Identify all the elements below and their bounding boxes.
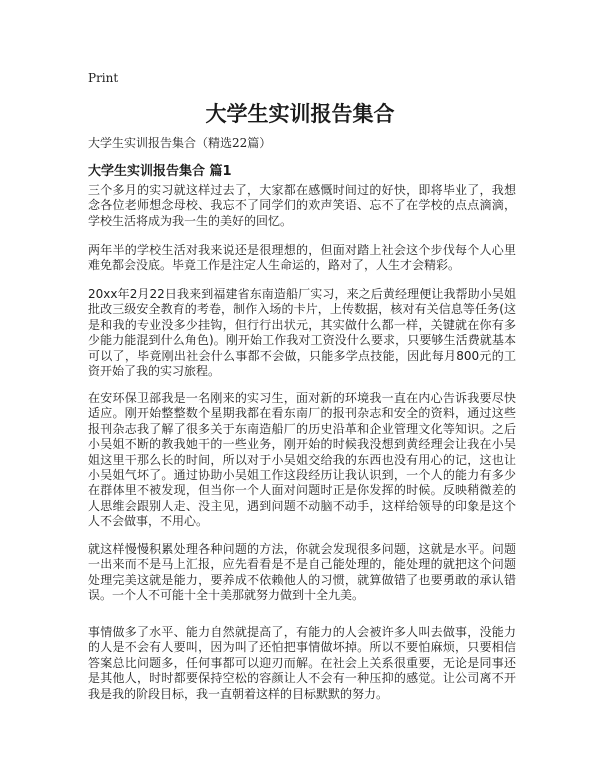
section-heading: 大学生实训报告集合 篇1: [88, 164, 232, 179]
page-title: 大学生实训报告集合: [205, 102, 395, 126]
document-subtitle: 大学生实训报告集合（精选22篇）: [88, 136, 272, 150]
paragraph: 就这样慢慢积累处理各种问题的方法，你就会发现很多问题，这就是水平。问题一出来而不是马上汇报，应先看看是不是自己能处理的，能处理的就把这个问题处理完美这就是能力，要养成不依赖他人的习惯，就算做错了也要勇敢的承认错误。一个人不可能十全十美那就努力做到十全九美。: [88, 542, 516, 603]
print-link[interactable]: Print: [88, 71, 119, 85]
paragraph: 两年半的学校生活对我来说还是很理想的，但面对踏上社会这个步伐每个人心里难免都会没底。毕竟工作是注定人生命运的，路对了，人生才会精彩。: [88, 243, 516, 273]
paragraph: 事情做多了水平、能力自然就提高了，有能力的人会被许多人叫去做事，没能力的人是不会有人要叫，因为叫了还怕把事情做坏掉。所以不要怕麻烦，只要相信答案总比问题多，任何事都可以迎刃而解。在社会上关系很重要，无论是同事还是其他人，时时都要保持空松的容颜让人不会有一种压抑的感觉。让公司离不开我是我的阶段目标，我一直朝着这样的目标默默的努力。: [88, 625, 516, 701]
paragraph: 三个多月的实习就这样过去了，大家都在感慨时间过的好快，即将毕业了，我想念各位老师想念母校、我忘不了同学们的欢声笑语、忘不了在学校的点点滴滴，学校生活将成为我一生的美好的回忆。: [88, 183, 516, 228]
paragraph: 在安环保卫部我是一名刚来的实习生，面对新的环境我一直在内心告诉我要尽快适应。刚开始整整数个星期我都在看东南厂的报刊杂志和安全的资料，通过这些报刊杂志我了解了很多关于东南造船厂的历史沿革和企业管理文化等知识。之后小吴姐不断的教我她干的一些业务，刚开始的时候我没想到黄经理会让我在小吴姐这里干那么长的时间，所以对于小吴姐交给我的东西也没有用心的记，这也让小吴姐气坏了。通过协助小吴姐工作这段经历让我认识到，一个人的能力有多少在群体里不被发现，但当你一个人面对问题时正是你发挥的时候。反映稍微差的人思维会跟别人走、没主见，遇到问题不动脑不动手，这样给领导的印象是这个人不会做事，不用心。: [88, 391, 516, 529]
paragraph: 20xx年2月22日我来到福建省东南造船厂实习，来之后黄经理便让我帮助小吴姐批改三级安全教育的考卷，制作入场的卡片，上传数据，核对有关信息等任务(这是和我的专业没多少挂钩，但行行出状元，其实做什么都一样，关键就在你有多少能力能混到什么角色)。刚开始工作我对工资没什么要求，只要够生活费就基本可以了，毕竟刚出社会什么事都不会做，只能多学点技能，因此每月800元的工资开始了我的实习旅程。: [88, 287, 516, 379]
